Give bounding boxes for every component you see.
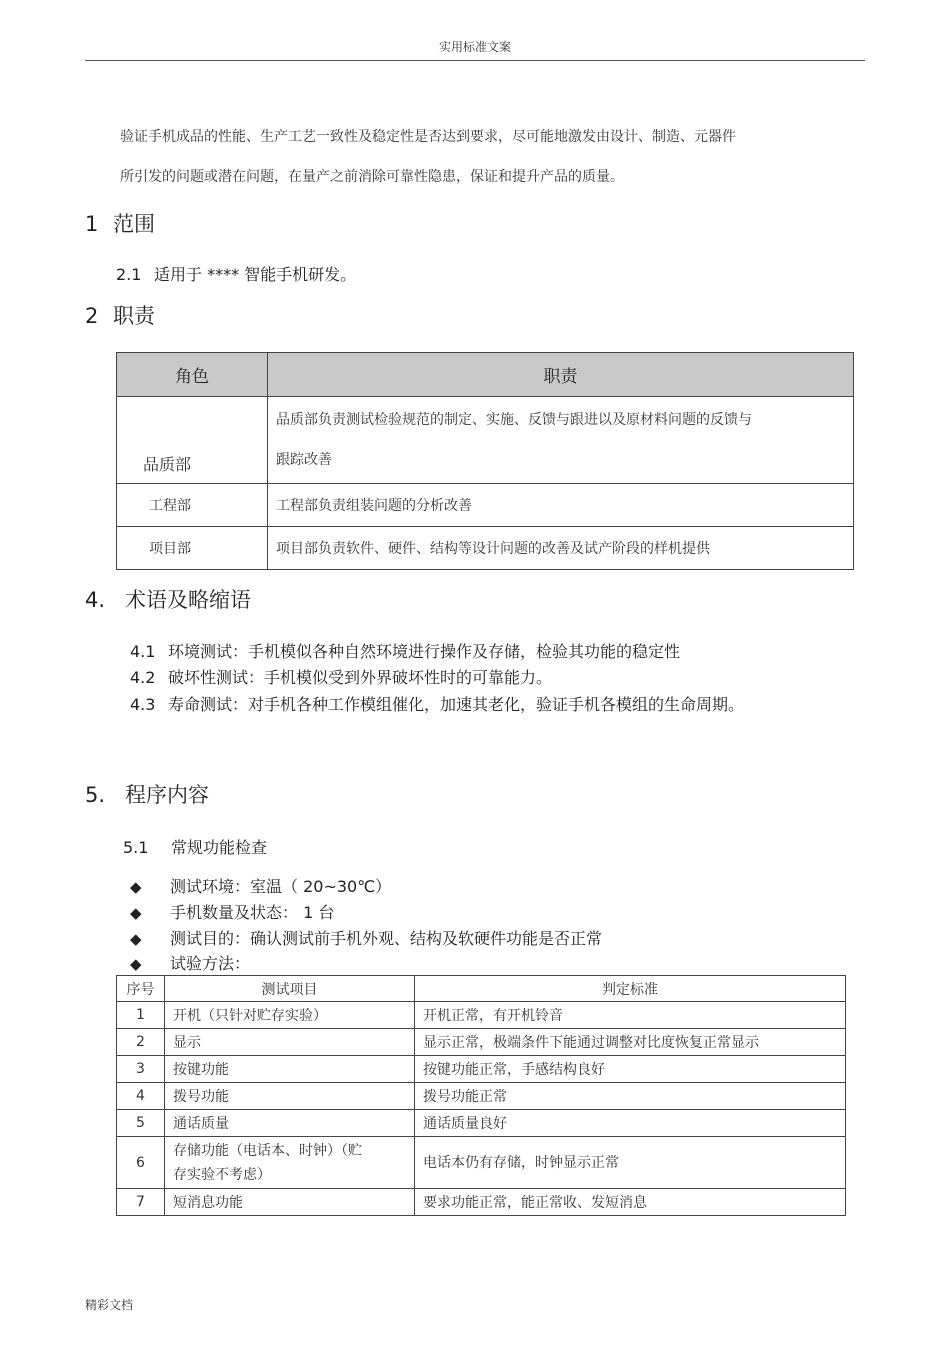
table-row: [117, 1083, 846, 1110]
cell-standard: 通话质量良好: [415, 1110, 846, 1137]
section-title: 术语及略缩语: [125, 588, 251, 612]
bullet-text: 试验方法：: [170, 954, 251, 973]
item-text: 破坏性测试：手机模似受到外界破坏性时的可靠能力。: [168, 668, 553, 687]
duty-line-1: 品质部负责测试检验规范的制定、实施、反馈与跟进以及原材料问题的反馈与: [276, 412, 752, 428]
table-row: [117, 397, 854, 484]
item-number: 4.1: [130, 642, 156, 661]
subsection-number: 5.1: [123, 838, 149, 857]
table-row: [117, 484, 854, 527]
table-row: [117, 1110, 846, 1137]
table-row: [117, 1002, 846, 1029]
section-number: 1: [85, 212, 99, 236]
cell-standard: 开机正常，有开机铃音: [415, 1002, 846, 1029]
cell-standard: 显示正常，极端条件下能通过调整对比度恢复正常显示: [415, 1029, 846, 1056]
section-title: 职责: [113, 304, 155, 328]
cell-no: 1: [117, 1002, 165, 1029]
section-number: 5.: [85, 783, 106, 807]
table-header-row: [117, 976, 846, 1002]
cell-item-line-1: 存储功能（电话本、时钟）（贮: [173, 1142, 362, 1159]
duty-cell: 工程部负责组装问题的分析改善: [268, 484, 854, 527]
section-2-heading: [85, 300, 155, 330]
table-row: [117, 1029, 846, 1056]
subsection-title: 常规功能检查: [171, 838, 268, 857]
term-item: [130, 692, 744, 715]
cell-no: 3: [117, 1056, 165, 1083]
section-number: 2: [85, 304, 99, 328]
cell-standard: 要求功能正常，能正常收、发短消息: [415, 1189, 846, 1216]
section-1-heading: [85, 208, 155, 238]
term-item: [130, 639, 680, 662]
header-standard: 判定标准: [415, 976, 846, 1002]
section-title: 程序内容: [125, 783, 209, 807]
section-1-item: [116, 262, 356, 285]
bullet-text: 手机数量及状态： 1 台: [170, 903, 335, 922]
cell-item: 拨号功能: [165, 1083, 415, 1110]
cell-no: 7: [117, 1189, 165, 1216]
intro-line-2: 所引发的问题或潜在问题，在量产之前消除可靠性隐患，保证和提升产品的质量。: [120, 169, 624, 185]
item-text: 适用于 **** 智能手机研发。: [154, 265, 357, 284]
bullet-item: [130, 900, 334, 923]
bullet-text: 测试环境：室温（ 20~30℃）: [170, 877, 392, 896]
item-number: 4.3: [130, 695, 156, 714]
cell-item: 按键功能: [165, 1056, 415, 1083]
header-no: 序号: [117, 976, 165, 1002]
header-item: 测试项目: [165, 976, 415, 1002]
role-cell: 项目部: [117, 527, 268, 570]
section-title: 范围: [113, 212, 155, 236]
cell-item: [165, 1137, 415, 1189]
item-text: 环境测试：手机模似各种自然环境进行操作及存储，检验其功能的稳定性: [168, 642, 681, 661]
responsibility-table: [116, 352, 854, 570]
bullet-item: [130, 951, 250, 974]
cell-no: 2: [117, 1029, 165, 1056]
cell-item: 显示: [165, 1029, 415, 1056]
test-method-table: [116, 975, 846, 1216]
section-number: 4.: [85, 588, 106, 612]
cell-item: 开机（只针对贮存实验）: [165, 1002, 415, 1029]
cell-item: 通话质量: [165, 1110, 415, 1137]
table-row: [117, 1056, 846, 1083]
cell-no: 6: [117, 1137, 165, 1189]
bullet-item: [130, 874, 391, 897]
bullet-item: [130, 926, 602, 949]
duty-line-2: 跟踪改善: [276, 452, 332, 468]
section-4-heading: [85, 584, 251, 614]
cell-item: 短消息功能: [165, 1189, 415, 1216]
table-row: [117, 527, 854, 570]
role-cell: 品质部: [117, 397, 268, 484]
diamond-bullet-icon: ◆: [130, 904, 142, 922]
subsection-5-1: [123, 835, 267, 858]
table-row: [117, 1137, 846, 1189]
diamond-bullet-icon: ◆: [130, 930, 142, 948]
bullet-text: 测试目的：确认测试前手机外观、结构及软硬件功能是否正常: [170, 929, 603, 948]
duty-cell: 项目部负责软件、硬件、结构等设计问题的改善及试产阶段的样机提供: [268, 527, 854, 570]
section-5-heading: [85, 779, 209, 809]
item-text: 寿命测试：对手机各种工作模组催化，加速其老化，验证手机各模组的生命周期。: [168, 695, 745, 714]
item-number: 4.2: [130, 668, 156, 687]
term-item: [130, 665, 552, 688]
table-row: [117, 1189, 846, 1216]
page-footer: 精彩文档: [85, 1298, 134, 1312]
page-header-title: 实用标准文案: [438, 40, 511, 54]
table-header-duty: 职责: [268, 353, 854, 397]
cell-no: 5: [117, 1110, 165, 1137]
role-cell: 工程部: [117, 484, 268, 527]
header-divider: [85, 60, 865, 61]
cell-standard: 电话本仍有存储，时钟显示正常: [415, 1137, 846, 1189]
item-number: 2.1: [116, 265, 142, 284]
table-header-role: 角色: [117, 353, 268, 397]
cell-standard: 按键功能正常，手感结构良好: [415, 1056, 846, 1083]
diamond-bullet-icon: ◆: [130, 878, 142, 896]
cell-standard: 拨号功能正常: [415, 1083, 846, 1110]
cell-no: 4: [117, 1083, 165, 1110]
intro-line-1: 验证手机成品的性能、生产工艺一致性及稳定性是否达到要求，尽可能地激发由设计、制造、元器件: [120, 129, 736, 145]
duty-cell: [268, 397, 854, 484]
diamond-bullet-icon: ◆: [130, 955, 142, 973]
cell-item-line-2: 存实验不考虑）: [173, 1166, 271, 1183]
